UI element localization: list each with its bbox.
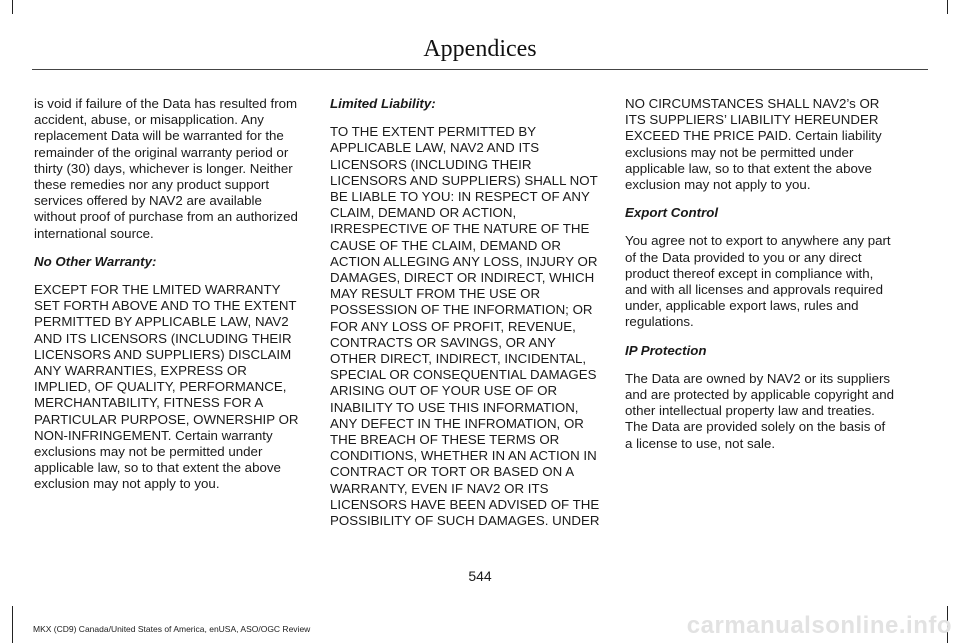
- crop-mark-top-left-v: [12, 0, 13, 14]
- paragraph: You agree not to export to anywhere any part of the Data provided to you or any direct product thereof except in compliance with, and with all licenses and approvals required under, applicable export laws, rules and regulations.: [625, 233, 891, 330]
- paragraph: NO CIRCUMSTANCES SHALL NAV2’s OR ITS SUPPLIERS’ LIABILITY HEREUNDER EXCEED THE PRICE PAID. Certain liability exclusions may not be permitted under applicable law, so to that extent the above exclusion may not apply to you.: [625, 96, 882, 193]
- paragraph: EXCEPT FOR THE LMITED WARRANTY SET FORTH ABOVE AND TO THE EXTENT PERMITTED BY APPLICABLE LAW, NAV2 AND ITS LICENSORS (INCLUDING THEIR LICENSORS AND SUPPLIERS) DISCLAIM ANY WARRANTIES, EXPRESS OR IMPLIED, OF QUALITY, PERFORMANCE, MERCHANTABILITY, FITNESS FOR A PARTICULAR PURPOSE, OWNERSHIP OR NON-INFRINGEMENT. Certain warranty exclusions may not be permitted under applicable law, so to that extent the above exclusion may not apply to you.: [34, 282, 299, 492]
- crop-mark-top-right-v: [947, 0, 948, 14]
- crop-mark-bottom-left-v: [12, 606, 13, 643]
- section-heading: Export Control: [625, 205, 719, 221]
- paragraph: TO THE EXTENT PERMITTED BY APPLICABLE LAW, NAV2 AND ITS LICENSORS (INCLUDING THEIR LICENSORS AND SUPPLIERS) SHALL NOT BE LIABLE TO YOU: IN RESPECT OF ANY CLAIM, DEMAND OR ACTION, IRRESPECTIVE OF THE NATURE OF THE CAUSE OF THE CLAIM, DEMAND OR ACTION ALLEGING ANY LOSS, INJURY OR DAMAGES, DIRECT OR INDIRECT, WHICH MAY RESULT FROM THE USE OR POSSESSION OF THE INFORMATION; OR FOR ANY LOSS OF PROFIT, REVENUE, CONTRACTS OR SAVINGS, OR ANY OTHER DIRECT, INDIRECT, INCIDENTAL, SPECIAL OR CONSEQUENTIAL DAMAGES ARISING OUT OF YOUR USE OF OR INABILITY TO USE THIS INFORMATION, ANY DEFECT IN THE INFROMATION, OR THE BREACH OF THESE TERMS OR CONDITIONS, WHETHER IN AN ACTION IN CONTRACT OR TORT OR BASED ON A WARRANTY, EVEN IF NAV2 OR ITS LICENSORS HAVE BEEN ADVISED OF THE POSSIBILITY OF SUCH DAMAGES. UNDER: [330, 124, 600, 529]
- section-heading: No Other Warranty:: [34, 253, 157, 269]
- section-heading: Limited Liability:: [330, 96, 436, 111]
- column-right: [625, 96, 895, 464]
- header-divider: [32, 69, 928, 70]
- page-number: 544: [468, 568, 492, 584]
- page-title: Appendices: [423, 36, 537, 62]
- watermark: carmanualsonline.info: [686, 612, 952, 639]
- column-left: [34, 96, 304, 505]
- paragraph: The Data are owned by NAV2 or its suppliers and are protected by applicable copyright and other intellectual property law and treaties. The Data are provided solely on the basis of a license to use, not sale.: [625, 370, 895, 451]
- column-middle: [330, 96, 600, 541]
- paragraph: is void if failure of the Data has resulted from accident, abuse, or misapplication. Any replacement Data will be warranted for the remainder of the original warranty period or thirty (30) days, whichever is longer. Neither these remedies nor any product support services offered by NAV2 are available without proof of purchase from an authorized international source.: [34, 96, 298, 241]
- document-info: MKX (CD9) Canada/United States of America, enUSA, ASO/OGC Review: [33, 624, 311, 634]
- section-heading: IP Protection: [625, 342, 707, 358]
